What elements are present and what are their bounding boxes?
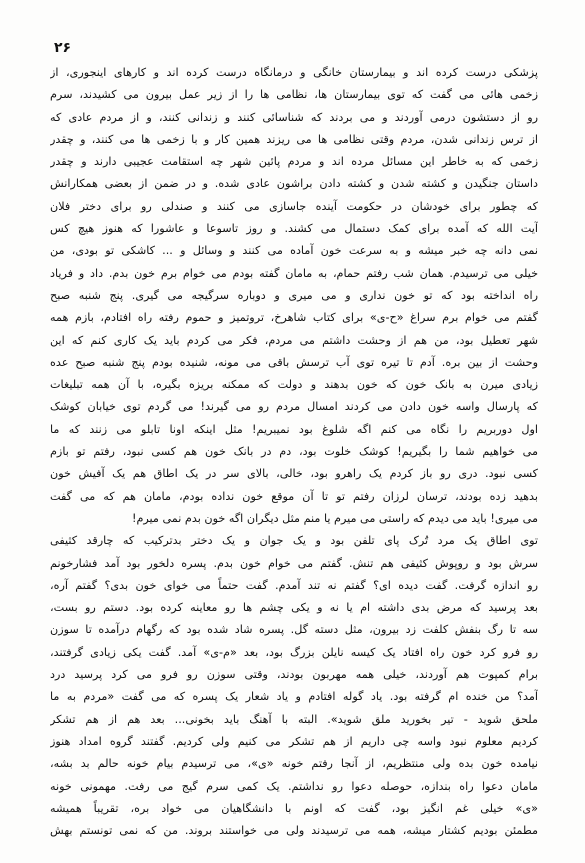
text-line: سه تا رگ بنفش کلفت زد بیرون، مثل دسته گل. پسره شاد شده بود که رگهام درآمده تا سوزن bbox=[50, 623, 538, 637]
text-line: گفتم می خوام برم سراغ «ح-ی» برای کتاب شاهرخ، تروتمیز و حموم رفته راه افتادم، بازم همه bbox=[50, 311, 538, 325]
text-line: نیامده خون بده ولی منتظریم، از آنجا رفتم خونه «ی»، می ترسیدم بیام خونه حالم بد بشه، bbox=[50, 757, 538, 771]
text-line: رو اندازه گرفت. گفت دیده ای؟ گفتم نه تند آمدم. گفت حتماً می خوای خون بدی؟ گفتم آره، bbox=[50, 578, 538, 592]
text-line: «ی» خیلی غم انگیز بود، گفت که اونم با دانشگاهیان می خواد بره، تقریباً همیشه bbox=[50, 801, 538, 815]
text-line: آمد؟ من خنده ام گرفته بود. یاد گوله افتادم و یاد شعار یک پسره که می گفت «مردم به ما bbox=[50, 690, 538, 704]
page-number: ۲۶ bbox=[54, 40, 72, 56]
text-line: توی اطاق یک مرد تُرک پای تلفن بود و یک جوان و یک دختر بدترکیب که چارقد کثیفی bbox=[50, 534, 538, 548]
text-line: داستان جنگیدن و کشته شدن و کشته دادن براشون عادی شده. و در ضمن از بعضی همکارانش bbox=[50, 177, 538, 191]
text-line: زخمی هائی می گفت که توی بیمارستان ها، نظامی ها را از زیر عمل بیرون می کشیدند، سرم bbox=[50, 88, 538, 102]
text-line: می خواهیم شما را بگیریم! کوشک خلوت بود، دم در بانک خون هم کسی نبود، رفتم تو بازم bbox=[50, 445, 538, 459]
text-line: که چطور برای خودشان در حکومت آینده جاسازی می کنند و صندلی رو برای دختر فلان bbox=[50, 199, 538, 213]
text-line: پزشکی درست کرده اند و بیمارستان خانگی و درمانگاه درست کرده اند و کارهای اینجوری، از bbox=[50, 66, 538, 79]
text-line: آیت الله که آمده برای کمک دستمال می کشند. و روز تاسوعا و عاشورا که هنوز هیچ کس bbox=[50, 222, 538, 236]
text-line: راه انداخته بود که تو خون نداری و می میری و دوباره سرگیجه می گیری. پنج شنبه صبح bbox=[50, 288, 538, 302]
text-line: کسی نبود. دری رو باز کردم یک راهرو بود، خالی، بالای سر در یک اطاق هم یک آفیش خون bbox=[50, 467, 538, 481]
text-line: خیلی می ترسیدم. همان شب رفتم حمام، به مامان گفته بودم می خوام برم خون بدم. داد و فریاد bbox=[50, 266, 538, 280]
text-line: بدهید زده بودند، ترسان لرزان رفتم تو تا آن موقع خون نداده بودم، مامان هم که می گفت bbox=[50, 489, 538, 503]
text-line: وحشت از بین بره. آدم تا تیره توی آب ترسش باقی می مونه، شنیده بودم پنج شنبه صبح عده bbox=[50, 355, 538, 369]
text-line: برام کمپوت هم آوردند، خیلی همه مهربون بودند، وقتی سوزن رو فرو می کرد پرسید درد bbox=[50, 668, 538, 682]
text-line: از ترس زندانی شدن، مردم وقتی نظامی ها می ریزند همین کار و با زخمی ها می کنند، و چقدر bbox=[50, 132, 538, 146]
text-line: می میری! باید می دیدم که راستی می میرم یا منم مثل دیگران اگه خون بدم نمی میرم! bbox=[131, 511, 538, 525]
text-line: نمی دانه چه خبر میشه و به سرعت خون آماده می کنند و وسائل و ... کاشکی تو بودی، من bbox=[50, 244, 538, 258]
text-line: کردیم معلوم نبود واسه چی داریم از هم تشکر می کنیم ولی کردیم. گفتند گروه امداد هنوز bbox=[50, 734, 538, 748]
text-line: بعد پرسید که مرض بدی داشته ام یا نه و یکی چشم ها رو معاینه کرده بود. دستم رو بست، bbox=[50, 601, 538, 615]
text-line: شهر تعطیل بود، من هم از وحشت داشتم می مردم، فکر می کردم باید یک کاری کنم که این bbox=[50, 333, 538, 347]
text-line: مامان دعوا راه بندازه، حوصله دعوا رو نداشتم. یک کمی سرم گیج می رفت. مهمونی خونه bbox=[50, 779, 538, 793]
text-line: سرش بود و روپوش کثیفی هم تنش. گفتم می خوام خون بدم. پسره دلخور بود آمد فشارخونم bbox=[50, 556, 538, 570]
text-line: زیادی میرن به بانک خون که خون بدهند و دولت که ممکنه بریزه بگیره، با آن همه تبلیغات bbox=[50, 378, 538, 392]
body-text bbox=[50, 62, 538, 842]
text-line: مطمئن بودیم کشتار میشه، همه می ترسیدند ولی می خواستند بروند. من که نمی تونستم بهش bbox=[50, 824, 538, 838]
text-line: رو فرو کرد خون راه افتاد یک کیسه نایلن بزرگ بود، بعد «م-ی» آمد. گفت یکی زیادی گرفتند، bbox=[50, 645, 538, 659]
text-line: اول دوربریم را نگاه می کنم اگه شلوغ بود نمیبریم! مثل اینکه اونا تابلو می زنند که ما bbox=[50, 422, 538, 436]
text-line: ملحق شوید - تیر بخورید ملق شوید». البته با آهنگ باید بخونی... بعد هم از هم تشکر bbox=[50, 712, 538, 726]
text-line: رو از دستشون درمی آوردند و می بردند که شناسائی کنند و زندانی کنند، و از مردم عادی که bbox=[50, 110, 538, 124]
text-line: زخمی که به خاطر این مسائل مرده اند و مردم پائین شهر چه استقامت عجیبی دارند و چقدر bbox=[50, 155, 538, 169]
text-line: که پارسال واسه خون دادن می کردند امسال مردم رو می گیرند! می گردم توی خیابان کوشک bbox=[50, 400, 538, 414]
